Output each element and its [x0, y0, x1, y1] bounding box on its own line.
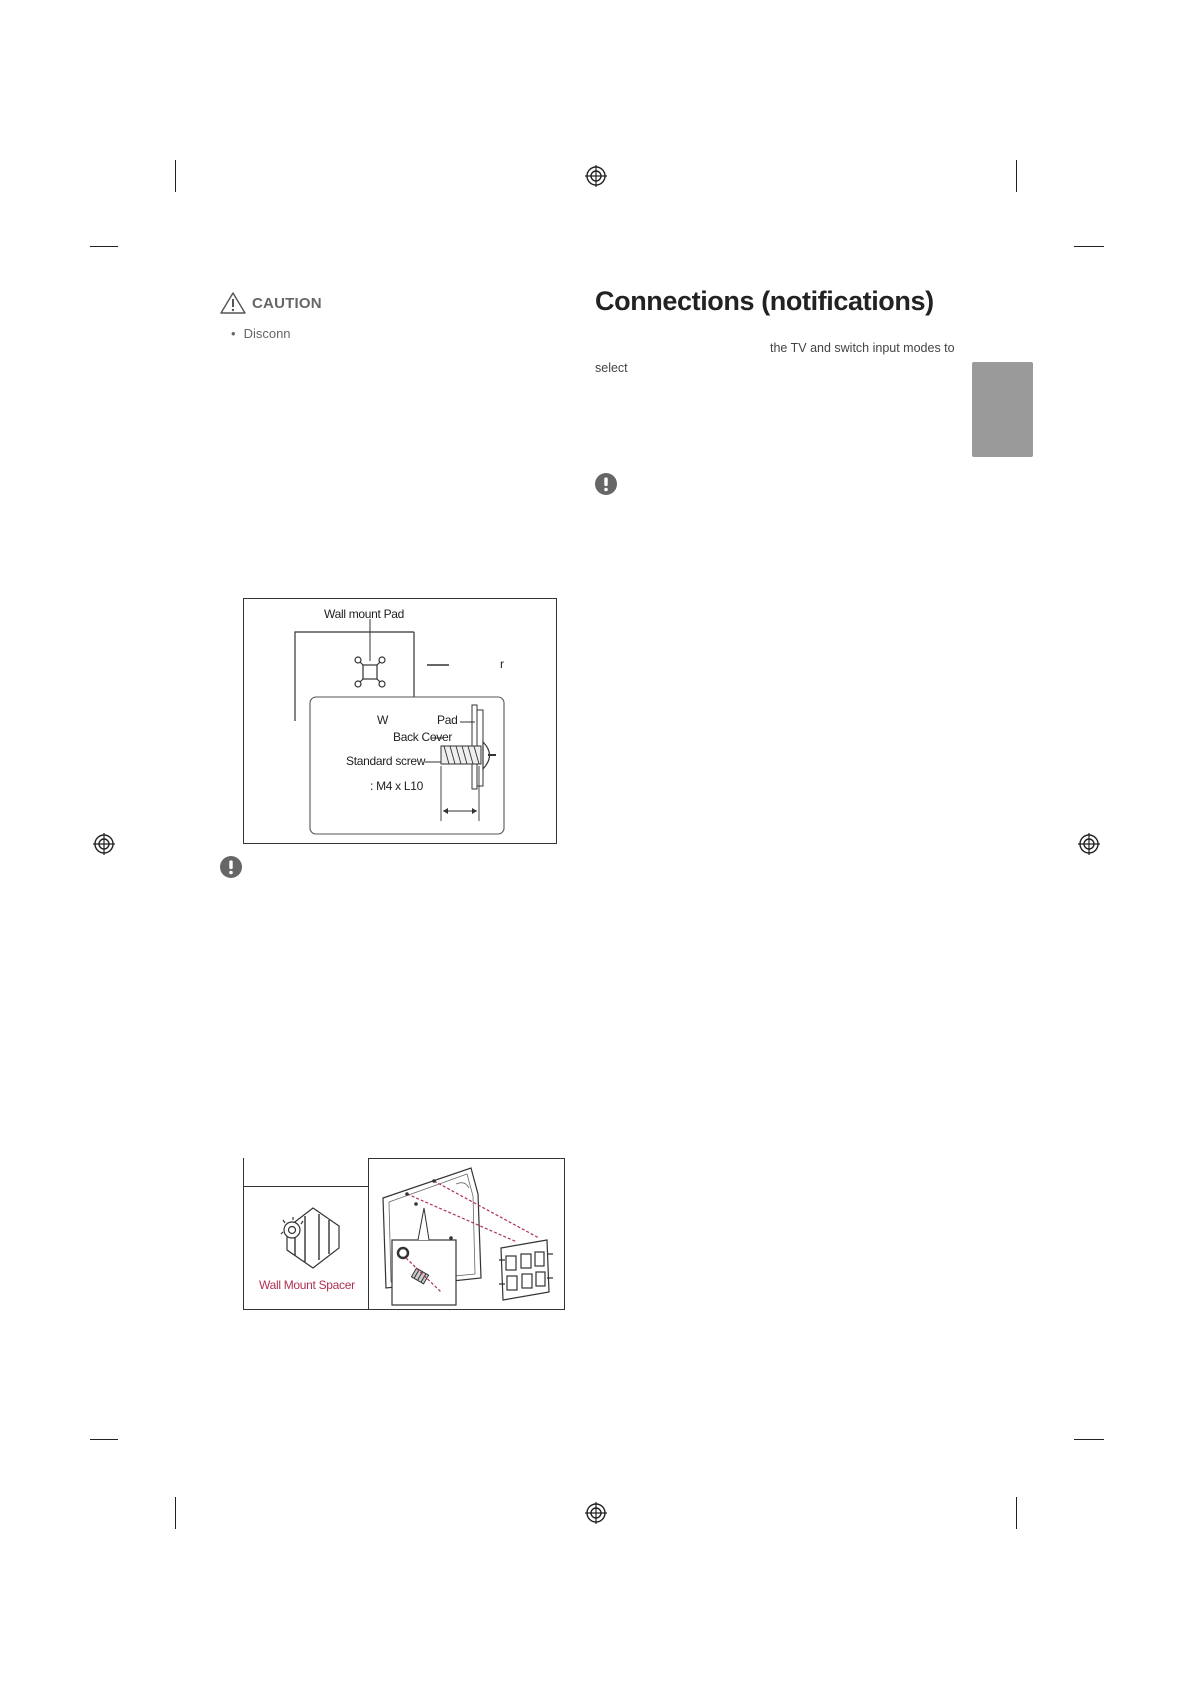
page-title: Connections (notifications): [595, 286, 934, 316]
wall-mount-pad-label: Wall mount Pad: [324, 607, 405, 621]
registration-crosshair-icon: [1078, 833, 1100, 855]
language-tab: [972, 362, 1033, 457]
screw-size-label: : M4 x L10: [370, 779, 424, 793]
exclamation-circle-icon: [595, 473, 617, 495]
crop-mark-top-right: [1016, 160, 1017, 192]
registration-crosshair-icon: [93, 833, 115, 855]
crop-mark-top-left: [175, 160, 176, 192]
bullet-dot: •: [231, 326, 236, 341]
registration-crosshair-icon: [585, 1502, 607, 1524]
wall-mount-pad-illustration: [244, 599, 556, 843]
w-fragment-label: W: [377, 713, 389, 727]
pad-fragment-label: Pad: [437, 713, 458, 727]
crop-mark-right-top: [1074, 246, 1104, 247]
warning-triangle-icon: [220, 292, 246, 314]
wall-mount-spacer-diagram: [243, 1158, 565, 1310]
connections-text-line: the TV and switch input modes to: [770, 341, 955, 355]
crop-mark-left-top: [90, 246, 118, 247]
caution-bullet-text: Disconn: [243, 326, 291, 341]
crop-mark-bottom-left: [175, 1497, 176, 1529]
caution-header: [220, 292, 322, 314]
caution-bullet: [231, 326, 291, 341]
caution-label: CAUTION: [252, 294, 322, 312]
connections-text-line: select: [595, 361, 628, 375]
registration-crosshair-icon: [585, 165, 607, 187]
exclamation-circle-icon: [220, 856, 242, 878]
wall-mount-spacer-label: Wall Mount Spacer: [259, 1278, 355, 1292]
back-cover-label: Back Cover: [393, 730, 453, 744]
right-fragment-label: r: [500, 657, 504, 671]
standard-screw-label: Standard screw: [346, 754, 426, 768]
wall-mount-pad-diagram: [243, 598, 557, 844]
crop-mark-right-bottom: [1074, 1439, 1104, 1440]
crop-mark-bottom-right: [1016, 1497, 1017, 1529]
crop-mark-left-bottom: [90, 1439, 118, 1440]
